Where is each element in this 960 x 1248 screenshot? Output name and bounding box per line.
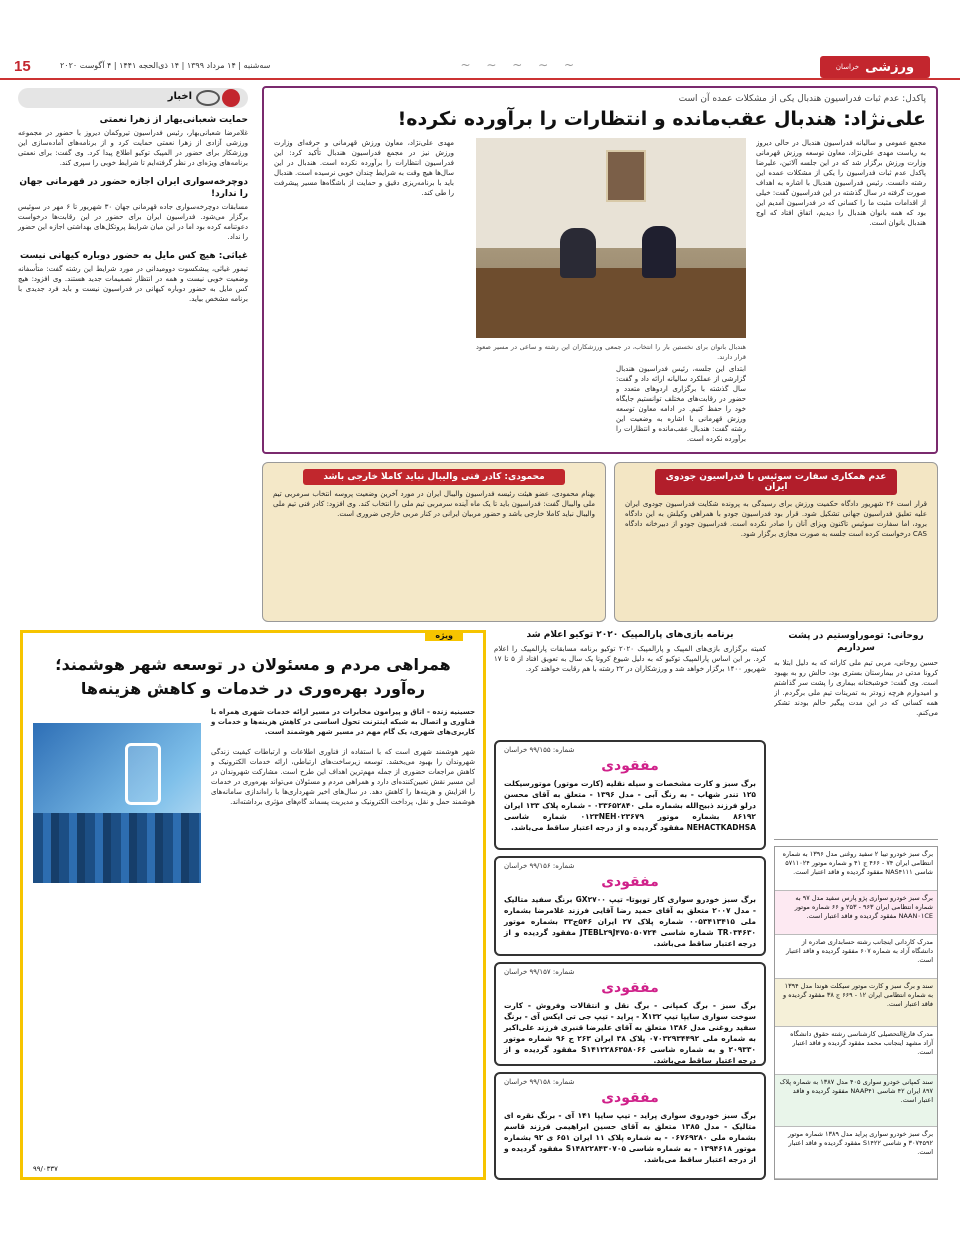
smart-city-footer: ۹۹/۰۳۳۷ [33, 1165, 58, 1173]
paralympic-body: کمیته برگزاری بازی‌های المپیک و پارالمپیک ۲۰۲۰ توکیو برنامه مسابقات پارالمپیک را اعلام کرد. بر این اساس پارالمپیک توکیو که به دلیل شیوع کرونا یک سال به تعویق افتاد از ۵ تا ۱۷ شهریور ۱۴۰۰ برگزار خواهد شد و ورزشکاران در ۲۲ رشته با هم رقابت خواهند کرد. [494, 645, 766, 673]
smart-city-feature [20, 630, 486, 1180]
lost-ad-title: مفقودی [601, 874, 659, 890]
classified-item: سند کمپانی خودرو سواری ۴۰۵ مدل ۱۳۸۷ به شماره پلاک ۸۹۷ ایران ۴۲ شاسی NAAP۴۱ مفقود گردیده و فاقد اعتبار است. [775, 1075, 937, 1127]
news-item-title: غیاثی: هیچ کس مایل به حضور دوباره کیهانی نیست [19, 251, 248, 261]
smart-city-image [33, 723, 201, 883]
lost-ad [494, 962, 766, 1066]
news-item-body: مسابقات دوچرخه‌سواری جاده قهرمانی جهان ۳۰ شهریور تا ۶ مهر در سوئیس برگزار می‌شود. فدراسیون ایران برای حضور در این رقابت‌ها درخواست دعوتنامه کرده بود اما در این میان شرایط پروتکل‌های بهداشتی اجازه این حضور را نداد. [18, 203, 248, 241]
page-number: 15 [14, 58, 31, 75]
brand-logo[interactable] [820, 56, 930, 78]
photo-person-1 [642, 226, 676, 278]
lost-ad-text: برگ سبز و کارت مشخصات و سیله نقلیه (کارت موتور) موتورسیکلت ۱۲۵ تندر شهاب - به رنگ آبی - مدل ۱۳۹۶ - متعلق به آقای محسن درلو فرزند ذبیح‌الله بشماره ملی ۰۳۳۶۵۲۸۴۰ - شماره پلاک ۱۳۳ ایران ۸۶۱۹۲ بشماره موتور ۰۱۲۳NEH۰۲۳۶۷۹ شماره شاسی NEHACTKADHSA مفقود گردیده و از درجه اعتبار ساقط می‌باشد. [504, 779, 756, 832]
smart-city-tag-label: ویژه [435, 631, 453, 640]
news-item [18, 250, 248, 304]
masthead [0, 0, 960, 80]
judo-box-title: عدم همکاری سفارت سوئیس با فدراسیون جودوی ایران [655, 469, 897, 495]
news-tag-icon [222, 89, 240, 107]
lead-col-middle-2 [476, 364, 606, 444]
news-sidebar [18, 88, 248, 608]
lost-ad-number: شماره: ۹۹/۱۵۷ خراسان [504, 968, 575, 976]
lost-ad-text: برگ سبز - برگ کمپانی - برگ نقل و انتقالات وفروش - کارت سوخت سواری سایپا تیپ X۱۳۲ - پراید - تیپ جی تی ایکس آی - برنگ سفید روغنی مدل ۱۳۸۶ متعلق به آقای علیرضا قنبری فرزند علی‌اکبر به شماره ملی ۰۷۰۳۲۹۳۴۴۹۲ پلاک ۳۸ ایران ۲۶۳ ج ۹۶ شماره موتور ۲۰۹۳۳۰ و به شماره شاسی S۱۴۱۲۲۸۶۳۵۸۰۶۶ مفقود گردیده و از درجه اعتبار ساقط می‌باشد. [504, 1001, 757, 1065]
paralympic-title: برنامه بازی‌های پارالمپیک ۲۰۲۰ توکیو اعلام شد [526, 630, 734, 640]
judo-box [614, 462, 938, 622]
news-item-body: غلامرضا شعبانی‌بهار، رئیس فدراسیون تیروکمان دیروز با حضور در مجموعه ورزشی آزادی از زهرا نعمتی حمایت کرد و از برنامه‌های آماده‌سازی این ورزشکار برای حضور در المپیک توکیو اطلاع پیدا کرد. وی گفت: برای نعمتی برنامه‌های ویژه‌ای در نظر گرفته‌ایم تا شرایط خوبی را سپری کند. [18, 129, 248, 167]
lost-ad-number: شماره: ۹۹/۱۵۸ خراسان [504, 1078, 575, 1086]
lead-photo [476, 138, 746, 338]
photo-portrait [606, 150, 646, 202]
header-ornament: ~ ∽ ~ ∽ ~ [460, 58, 580, 72]
volleyball-box-title: محمودی: کادر فنی والیبال نباید کاملا خارجی باشد [303, 469, 565, 485]
lost-ad-number: شماره: ۹۹/۱۵۶ خراسان [504, 862, 575, 870]
lead-headline: علی‌نژاد: هندبال عقب‌مانده و انتظارات را برآورده نکرده! [397, 108, 926, 130]
photo-person-2 [560, 228, 596, 278]
lost-ad-title: مفقودی [601, 758, 659, 774]
smart-city-tag [425, 630, 463, 641]
lead-col-left: مهدی علی‌نژاد، معاون ورزش قهرمانی و حرفه‌ای وزارت ورزش نیز در مجمع فدراسیون هندبال تأکید کرد: این فدراسیون انتظارات را برآورده نکرده است. هندبال در این سال‌ها هیچ وقت به شرایط چندان خوبی نرسیده است. هندبال باید با برنامه‌ریزی دقیق و حمایت از باشگاه‌ها مسیر پیشرفت را طی کند. [274, 139, 454, 197]
lead-photo-caption: هندبال بانوان برای نخستین بار را انتخاب، در جمعی ورزشکاران این رشته و ساعی در مسیر صعود قرار دارند. [476, 343, 746, 361]
lost-ad-text: برگ سبز خودروی سواری پراید - تیپ سایپا ۱۴۱ آی - برنگ نقره ای متالیک - مدل ۱۳۸۵ متعلق به آقای حسین ابراهیمی فرزند قاسم بشماره ملی ۰۶۷۶۹۲۸۰ - به شماره پلاک ۱۱ ایران ۶۵۱ ی ۹۲ بشماره موتور ۱۳۹۴۶۱۸ - به شماره شاسی S۱۴۸۲۲۸۴۳۰۷۰۵ مفقود گردیده و از درجه اعتبار ساقط می‌باشد. [504, 1111, 757, 1164]
brand-sub: خراسان [835, 63, 860, 71]
news-tag-label: اخبار [167, 91, 192, 102]
news-item [18, 176, 248, 242]
lost-ad [494, 740, 766, 850]
classified-item: برگ سبز خودرو تیبا ۲ سفید روغنی مدل ۱۳۹۶ به شماره انتظامی ایران ۷۴ - ۴۶۶ ج ۴۱ و شماره موتور ۵۷۱۱۰۲۴ شاسی NAS۴۱۱۱ مفقود گردیده و فاقد اعتبار است. [775, 847, 937, 891]
brand-name: ورزشی [865, 59, 915, 75]
lead-kicker: پاکدل: عدم ثبات فدراسیون هندبال یکی از مشکلات عمده آن است [678, 94, 926, 104]
lost-ad [494, 856, 766, 956]
smart-city-headline: همراهی مردم و مسئولان در توسعه شهر هوشمند؛ ره‌آورد بهره‌وری در خدمات و کاهش هزینه‌ها [55, 655, 451, 698]
skyline [33, 813, 201, 883]
news-tag-swoosh [196, 90, 220, 106]
lost-ad-title: مفقودی [601, 1090, 659, 1106]
lead-story [262, 86, 938, 454]
classified-item: برگ سبز خودرو سواری پژو پارس سفید مدل ۹۷ به شماره انتظامی ایران ۹۶۳ - ۲۵۳ و ۶۶ شماره موتور NAAN۰۱CE مفقود گردیده و فاقد اعتبار است. [775, 891, 937, 935]
lost-ad-number: شماره: ۹۹/۱۵۵ خراسان [504, 746, 575, 754]
rouhani-column [774, 630, 938, 840]
lead-col-right: مجمع عمومی و سالیانه فدراسیون هندبال در حالی دیروز به ریاست مهدی علی‌نژاد، معاون توسعه ورزش قهرمانی وزارت ورزش برگزار شد که در این جلسه آلاتین، علیرضا پاکدل عدم ثبات فدراسیون را یکی از مشکلات عمده این رشته دانست. رئیس فدراسیون هندبال با اشاره به اهداف صورت گرفته در سال گذشته در این فدراسیون گفت: خیلی از اقدامات مثبت ما را کسانی که در فدراسیون آمدیم این بود که همه بانوان هندبال را دیدیم، اتفاق افتاد که اوج هندبال بانوان است. [756, 139, 926, 227]
judo-box-body: قرار است ۲۶ شهریور دادگاه حکمیت ورزش برای رسیدگی به پرونده شکایت فدراسیون جودوی ایران علیه تعلیق فدراسیون جهانی تشکیل شود. قرار بود فدراسیون جودو با همراهی وکیلش به این دادگاه برود، اما سفارت سوئیس تاکنون ویزای آنان را صادر نکرده است. فدراسیون جودو از دبیرخانه دادگاه CAS درخواست کرده است جلسه به صورت مجازی برگزار شود. [625, 500, 927, 538]
news-item [18, 114, 248, 168]
classified-item: مدرک کاردانی اینجانب رشته حسابداری صادره از دانشگاه آزاد به شماره ۶۰۷ مفقود گردیده و فاقد اعتبار است. [775, 935, 937, 979]
photo-table [476, 268, 746, 338]
volleyball-box [262, 462, 606, 622]
phone-icon [125, 743, 161, 805]
classified-item: مدرک فارغ‌التحصیلی کارشناسی رشته حقوق دانشگاه آزاد مشهد اینجانب محمد مفقود گردیده و فاقد اعتبار است. [775, 1027, 937, 1075]
news-item-title: حمایت شعبانی‌بهار از زهرا نعمتی [99, 115, 248, 125]
lost-ad [494, 1072, 766, 1180]
smart-city-body: شهر هوشمند شهری است که با استفاده از فناوری اطلاعات و ارتباطات کیفیت زندگی شهروندان را بهبود می‌بخشد. توسعه زیرساخت‌های ارتباطی، ارائه خدمات الکترونیک و کاهش مراجعات حضوری از جمله مهم‌ترین اهداف این طرح است. مشارکت شهروندان در این مسیر نقش تعیین‌کننده‌ای دارد و همراهی مردم و مسئولان می‌تواند بهره‌وری در خدمات را افزایش و هزینه‌ها را کاهش دهد. در سال‌های اخیر شهرداری‌ها با راه‌اندازی سامانه‌های هوشمند حمل و نقل، پرداخت الکترونیک و مدیریت پسماند گام‌های مؤثری برداشته‌اند. [211, 748, 475, 806]
rouhani-body: حسین روحانی، مربی تیم ملی کاراته که به دلیل ابتلا به کرونا مدتی در بیمارستان بستری بود، حالش رو به بهبود است. وی گفت: خوشبختانه بیماری را پشت سر گذاشتم و امیدوارم هرچه زودتر به تمرینات تیم ملی برگردم. از همه کسانی که در این مدت پیگیر حالم بودند تشکر می‌کنم. [774, 659, 938, 717]
news-sidebar-header [18, 88, 248, 108]
classifieds-column [774, 846, 938, 1180]
lost-ad-title: مفقودی [601, 980, 659, 996]
news-item-title: دوچرخه‌سواری ایران اجازه حضور در قهرمانی جهان را ندارد! [19, 177, 248, 199]
classified-item: سند و برگ سبز و کارت موتور سیکلت هوندا مدل ۱۳۹۴ به شماره انتظامی ایران ۱۲ - ۶۶۹ ج ۳۸ مفقود گردیده و فاقد اعتبار است. [775, 979, 937, 1027]
news-item-body: تیمور غیاثی، پیشکسوت دوومیدانی در مورد شرایط این رشته گفت: متأسفانه وضعیت خوبی نیست و همه در انتظار تصمیمات جدید هستند. وی افزود: هیچ کس مایل به حضور دوباره کیهانی در فدراسیون نیست و باید فرد جدیدی با برنامه مشخص بیاید. [18, 265, 248, 303]
smart-city-lead: حسینیه زنده - اتاق و پیرامون مخابرات در مسیر ارائه خدمات شهری همراه با فناوری و اتصال به شبکه اینترنت تحول اساسی در کاهش هزینه‌ها و خدمات و کاربری‌های شهری، یک گام مهم در مسیر شهر هوشمند است. [211, 708, 475, 736]
volleyball-box-body: بهنام محمودی، عضو هیئت رئیسه فدراسیون والیبال ایران در مورد آخرین وضعیت پروسه انتخاب سرمربی تیم ملی والیبال گفت: فدراسیون باید تا یک ماه آینده سرمربی تیم ملی را انتخاب کند. وی افزود: کادر فنی تیم ملی والیبال نباید کاملا خارجی باشد و حضور مربیان ایرانی در کنار مربی خارجی ضروری است. [273, 490, 595, 518]
lead-col-middle: ابتدای این جلسه، رئیس فدراسیون هندبال گزارشی از عملکرد سالیانه ارائه داد و گفت: سال گذشته با برگزاری اردوهای متعدد و حضور در رقابت‌های مختلف توانستیم جایگاه خود را حفظ کنیم. در ادامه معاون توسعه ورزش قهرمانی با اشاره به وضعیت این رشته گفت: هندبال عقب‌مانده و انتظارات را برآورده نکرده است. [616, 365, 746, 443]
lost-ad-text: برگ سبز خودرو سواری کار تویوتا- تیپ GX۲۷۰۰ برنگ سفید متالیک - مدل ۲۰۰۷ متعلق به آقای حمید رضا آقایی فرزند غلامرضا بشماره ملی ۰۰۵۳۴۱۳۴۱۵ شماره پلاک ۲۷ ایران ۵۴۶ج۳۳ بشماره موتور TR۰۳۴۶۳۰ شماره شاسی JTEBL۲۹J۴۷۵۰۵۰۷۲۴ مفقود گردیده و از درجه اعتبار ساقط می‌باشد. [504, 895, 757, 948]
dateline: سه‌شنبه | ۱۴ مرداد ۱۳۹۹ | ۱۴ ذی‌الحجه ۱۴۴۱ | ۴ آگوست ۲۰۲۰ [60, 61, 271, 70]
rouhani-title: روحانی: توموراوستیم در پشت سرداریم [788, 631, 924, 653]
classified-item: برگ سبز خودرو سواری پراید مدل ۱۳۸۹ شماره موتور ۳۰۷۴۵۹۲ و شاسی S۱۴۲۲ مفقود گردیده و فاقد اعتبار است. [775, 1127, 937, 1179]
